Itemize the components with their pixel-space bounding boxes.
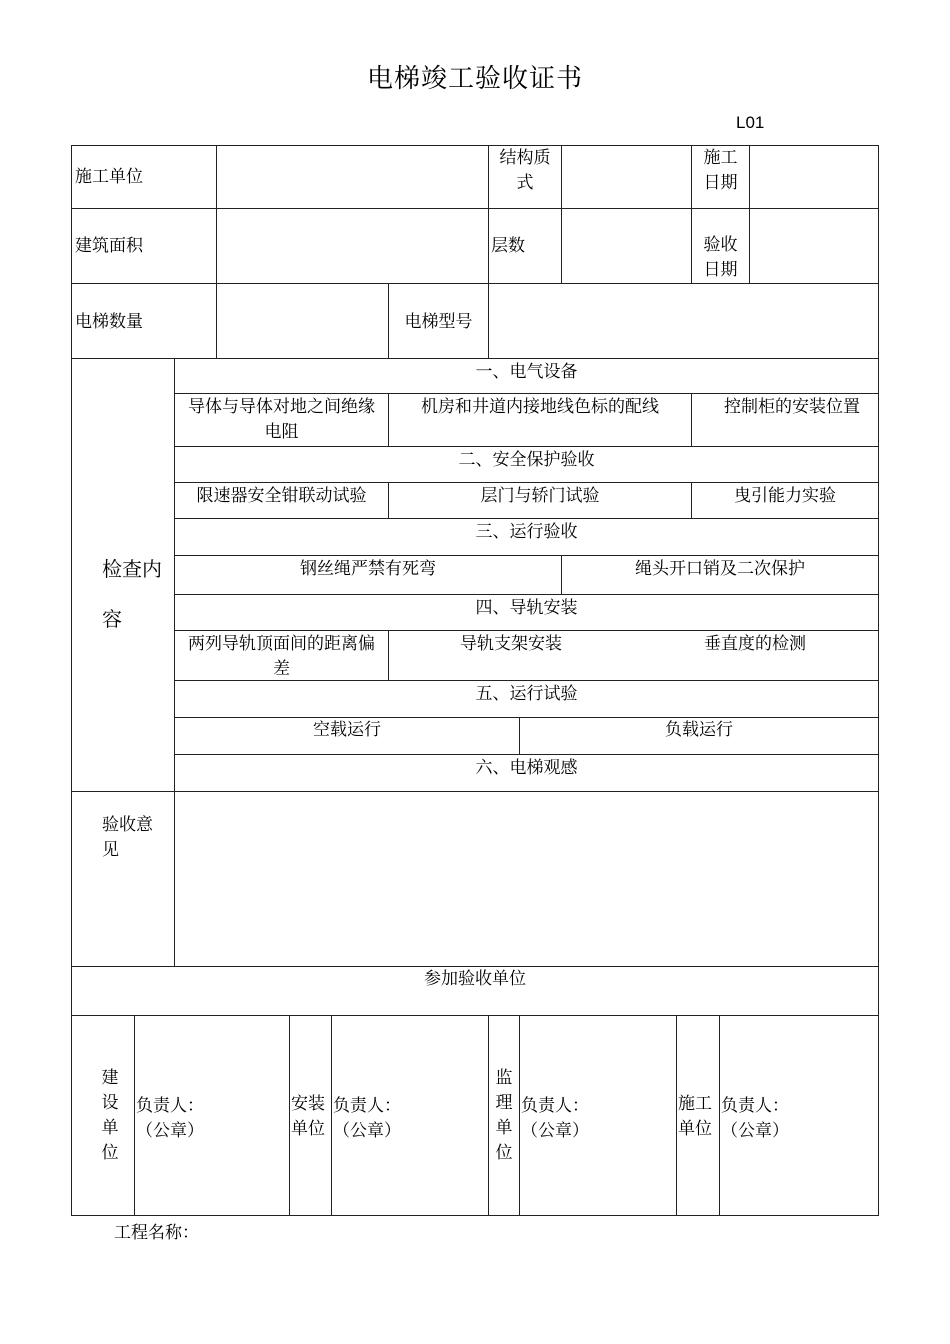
unit-signature[interactable]: 负责人： （公章） [721, 1096, 789, 1141]
row-divider [174, 594, 878, 595]
unit-signature[interactable]: 负责人： （公章） [521, 1096, 589, 1141]
col-divider [691, 393, 692, 446]
inspection-item: 机房和井道内接地线色标的配线 [421, 397, 659, 417]
row-divider [174, 446, 878, 447]
value-building-area[interactable] [217, 209, 487, 283]
inspection-item: 绳头开口销及二次保护 [635, 559, 805, 579]
label-elevator-model: 电梯型号 [404, 312, 473, 332]
col-divider [676, 1015, 677, 1215]
row-divider [72, 1015, 878, 1016]
form-code: L01 [736, 113, 765, 132]
label-inspection-content: 检查内 容 [102, 557, 162, 631]
label-acceptance-date: 验收 日期 [703, 235, 738, 280]
col-divider [331, 1015, 332, 1215]
row-divider [174, 630, 878, 631]
row-divider [174, 555, 878, 556]
value-acceptance-date[interactable] [750, 209, 877, 283]
col-divider [134, 1015, 135, 1215]
value-acceptance-opinion[interactable] [175, 792, 878, 966]
inspection-item: 导体与导体对地之间绝缘 电阻 [188, 397, 375, 442]
inspection-item: 控制柜的安装位置 [724, 397, 860, 417]
value-elevator-count[interactable] [217, 284, 387, 358]
unit-label: 监理单位 [495, 1068, 513, 1163]
project-name-label: 工程名称： [114, 1223, 199, 1243]
inspection-item: 空载运行 [313, 720, 381, 740]
inspection-item: 层门与轿门试验 [480, 486, 600, 506]
col-divider [719, 1015, 720, 1215]
inspection-item: 曳引能力实验 [734, 486, 836, 506]
section-title: 二、安全保护验收 [458, 450, 595, 470]
unit-label: 建设单位 [101, 1068, 119, 1163]
label-structure-type: 结构质 式 [499, 148, 551, 193]
inspection-item: 限速器安全钳联动试验 [196, 486, 367, 506]
label-construction-date: 施工 日期 [703, 148, 738, 193]
row-divider [174, 393, 878, 394]
section-title: 三、运行验收 [475, 522, 578, 542]
section-title: 四、导轨安装 [475, 598, 578, 618]
inspection-item: 两列导轨顶面间的距离偏 差 [188, 634, 375, 679]
inspection-item: 垂直度的检测 [704, 634, 806, 654]
unit-signature[interactable]: 负责人： （公章） [333, 1096, 401, 1141]
value-floors[interactable] [562, 209, 690, 283]
row-divider [174, 518, 878, 519]
label-acceptance-opinion: 验收意 见 [102, 815, 153, 860]
row-divider [174, 754, 878, 755]
col-divider [488, 1015, 489, 1215]
label-floors: 层数 [491, 236, 525, 256]
inspection-item: 钢丝绳严禁有死弯 [300, 559, 436, 579]
row-divider [174, 482, 878, 483]
section-title: 六、电梯观感 [475, 758, 578, 778]
unit-label: 施工单位 [678, 1094, 712, 1139]
label-building-area: 建筑面积 [75, 236, 143, 256]
value-construction-unit[interactable] [217, 146, 487, 208]
unit-signature[interactable]: 负责人： （公章） [136, 1096, 204, 1141]
unit-label: 安装单位 [291, 1094, 325, 1139]
participants-header: 参加验收单位 [424, 969, 526, 989]
label-construction-unit: 施工单位 [75, 167, 143, 187]
acceptance-form-table [71, 145, 879, 1216]
value-elevator-model[interactable] [489, 284, 877, 358]
section-title: 五、运行试验 [475, 684, 578, 704]
section-title: 一、电气设备 [475, 362, 578, 382]
value-construction-date[interactable] [750, 146, 877, 208]
col-divider [519, 1015, 520, 1215]
label-elevator-count: 电梯数量 [75, 312, 143, 332]
col-divider [289, 1015, 290, 1215]
inspection-item: 导轨支架安装 [460, 634, 562, 654]
inspection-item: 负载运行 [665, 720, 733, 740]
row-divider [72, 358, 878, 359]
value-structure-type[interactable] [562, 146, 690, 208]
document-title: 电梯竣工验收证书 [366, 64, 583, 94]
